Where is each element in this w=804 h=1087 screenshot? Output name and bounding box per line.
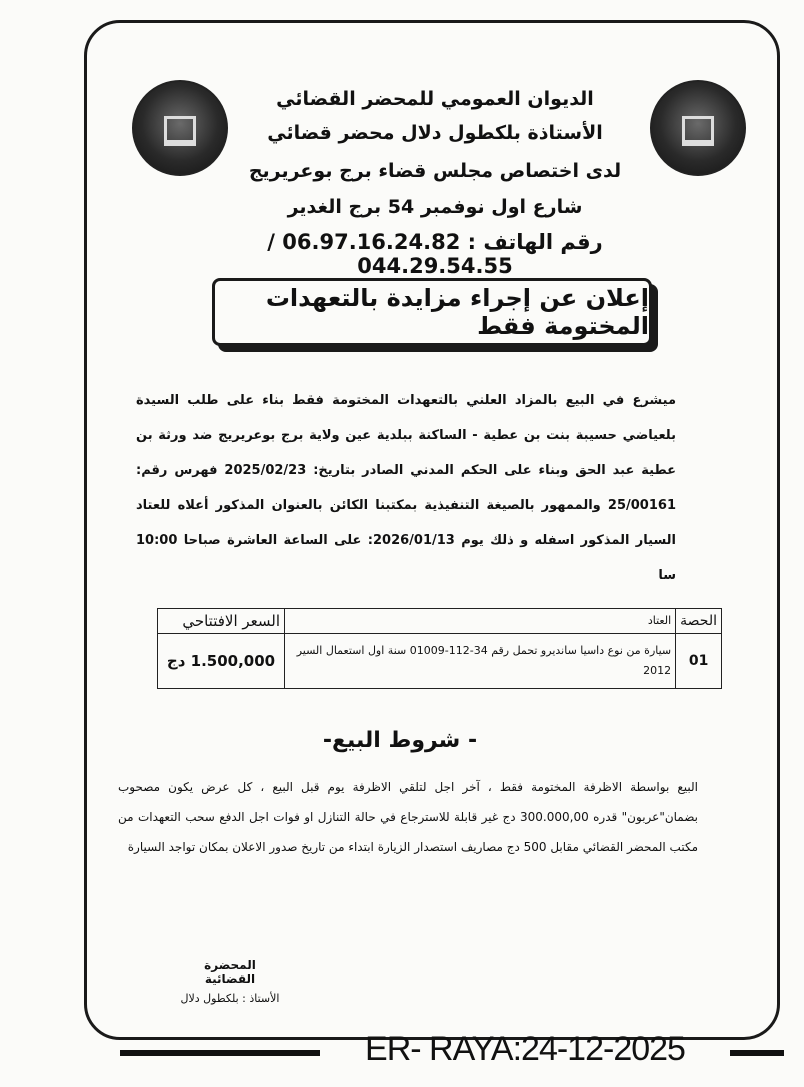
publication-tag: ER- RAYA:24-12-2025 — [365, 1030, 685, 1068]
item-description: سيارة من نوع داسيا سانديرو تحمل رقم 34-112-01009 سنة اول استعمال السير 2012 — [285, 634, 676, 689]
announcement-title: إعلان عن إجراء مزايدة بالتعهدات المختومة فقط — [212, 278, 652, 346]
signature-role: المحضرة القضائية — [204, 958, 256, 986]
opening-price: 1.500,000 دج — [158, 634, 285, 689]
header-lot: الحصة — [676, 609, 722, 634]
terms-title: - شروط البيع- — [322, 728, 478, 753]
header-price: السعر الافتتاحي — [158, 609, 285, 634]
jurisdiction: لدى اختصاص مجلس قضاء برج بوعريريج — [248, 160, 622, 182]
table-header-row — [158, 609, 722, 634]
announcement-body: ميشرع في البيع بالمزاد العلني بالتعهدات المختومة فقط بناء على طلب السيدة بلعياضي حسيبة بنت بن عطية - الساكنة ببلدية عين ولاية برج بوعريريج ضد ورثة بن عطية عبد الحق وبناء على الحكم المدني الصادر بتاريخ: 2025/02/23 فهرس رقم: 25/00161 والممهور بالصيغة التنفيذية بمكتبنا الكائن بالعنوان المذكور أعلاه للعتاد السيار المذكور اسفله و ذلك يوم 2026/01/13: على الساعة العاشرة صباحا 10:00 سا — [136, 393, 677, 583]
bailiff-name: الأستاذة بلكطول دلال محضر قضائي — [267, 122, 603, 144]
footer-rule-left — [120, 1050, 320, 1056]
bailiff-emblem-right — [650, 80, 746, 176]
auction-items-table — [157, 608, 722, 689]
table-row — [158, 634, 722, 689]
signature-name: الأستاذ : بلكطول دلال — [180, 992, 280, 1005]
phone-numbers: رقم الهاتف : 06.97.16.24.82 / 044.29.54.55 — [267, 230, 603, 278]
address: شارع اول نوفمبر 54 برج الغدير — [287, 196, 583, 218]
bailiff-emblem-left — [132, 80, 228, 176]
header-item: العتاد — [285, 609, 676, 634]
terms-text: البيع بواسطة الاظرفة المختومة فقط ، آخر اجل لتلقي الاظرفة يوم قبل البيع ، كل عرض يكون مصحوب بضمان"عربون" قدره 300.000,00 دج غير قابلة للاسترجاع في حالة التنازل او فوات اجل الدفع سحب التعهدات من مكتب المحضر القضائي مقابل 500 دج مصاريف استصدار الزيارة ابتداء من تاريخ صدور الاعلان بمكان تواجد السيارة — [118, 780, 698, 854]
lot-number: 01 — [676, 634, 722, 689]
office-name: الديوان العمومي للمحضر القضائي — [276, 88, 594, 110]
footer-rule-right — [730, 1050, 784, 1056]
